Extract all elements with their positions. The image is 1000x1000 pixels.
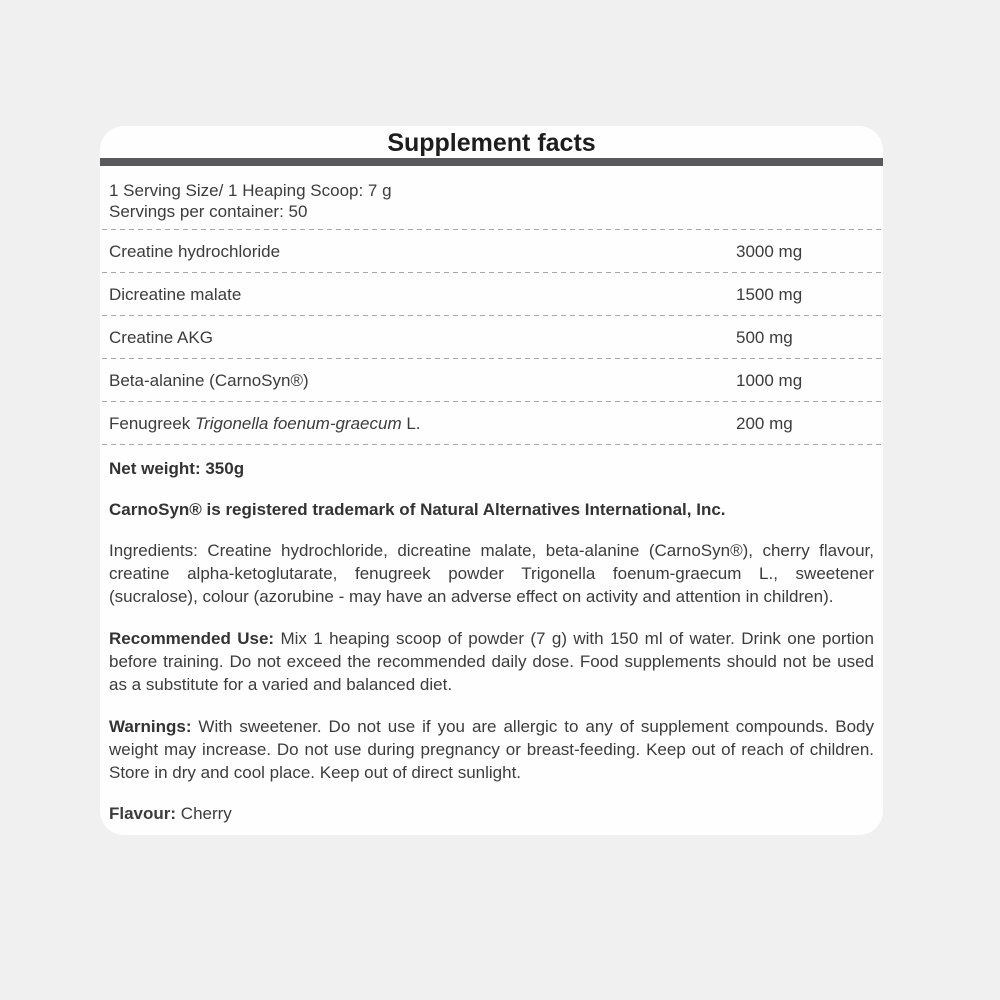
table-row — [109, 316, 874, 359]
ingredient-amount: 1500 mg — [736, 284, 803, 304]
ingredients-paragraph: Ingredients: Creatine hydrochloride, dicreatine malate, beta-alanine (CarnoSyn®), cherry flavour, creatine alpha-ketoglutarate, fenugreek powder Trigonella foenum-graecum L., sweetener (sucralose), colour (azorubine - may have an adverse effect on activity and attention in children). — [109, 541, 874, 606]
warnings-label: Warnings: — [109, 717, 192, 736]
trademark-note: CarnoSyn® is registered trademark of Natural Alternatives International, Inc. — [109, 500, 726, 519]
warnings-paragraph — [109, 715, 874, 784]
serving-info — [109, 166, 874, 230]
warnings-text: With sweetener. Do not use if you are allergic to any of supplement compounds. Body weight may increase. Do not use during pregnancy or breast-feeding. Keep out of reach of children. Store in dry and cool place. Keep out of direct sunlight. — [109, 717, 874, 782]
ingredient-name-common: Fenugreek — [109, 413, 195, 433]
serving-size-line: 1 Serving Size/ 1 Heaping Scoop: 7 g — [109, 181, 392, 200]
net-weight-note: Net weight: 350g — [109, 459, 245, 478]
ingredient-amount: 200 mg — [736, 413, 793, 433]
ingredient-amount: 1000 mg — [736, 370, 803, 390]
ingredient-name: Beta-alanine (CarnoSyn®) — [109, 370, 309, 390]
ingredient-name — [109, 414, 736, 434]
table-row — [109, 402, 874, 445]
ingredient-amount: 3000 mg — [736, 241, 803, 261]
ingredient-name: Dicreatine malate — [109, 284, 242, 304]
servings-per-container-line: Servings per container: 50 — [109, 202, 308, 221]
flavour-value: Cherry — [176, 804, 232, 823]
header-divider-bar — [100, 158, 883, 166]
table-row — [109, 273, 874, 316]
recommended-use-label: Recommended Use: — [109, 629, 275, 648]
ingredient-name-latin: Trigonella foenum-graecum — [195, 413, 402, 433]
recommended-use-paragraph — [109, 627, 874, 696]
ingredient-amount: 500 mg — [736, 327, 793, 347]
card-content — [100, 166, 883, 825]
table-row — [109, 359, 874, 402]
page-title: Supplement facts — [387, 129, 596, 157]
flavour-label: Flavour: — [109, 804, 177, 823]
recommended-use-text: Mix 1 heaping scoop of powder (7 g) with 150 ml of water. Drink one portion before training. Do not exceed the recommended daily dose. Food supplements should not be used as a substitute for a varied and balanced diet. — [109, 629, 875, 694]
flavour-line — [109, 802, 874, 825]
supplement-facts-card — [100, 126, 883, 835]
ingredient-name: Creatine AKG — [109, 327, 213, 347]
table-row — [109, 230, 874, 273]
ingredient-name-suffix: L. — [401, 413, 421, 433]
ingredient-name: Creatine hydrochloride — [109, 241, 281, 261]
